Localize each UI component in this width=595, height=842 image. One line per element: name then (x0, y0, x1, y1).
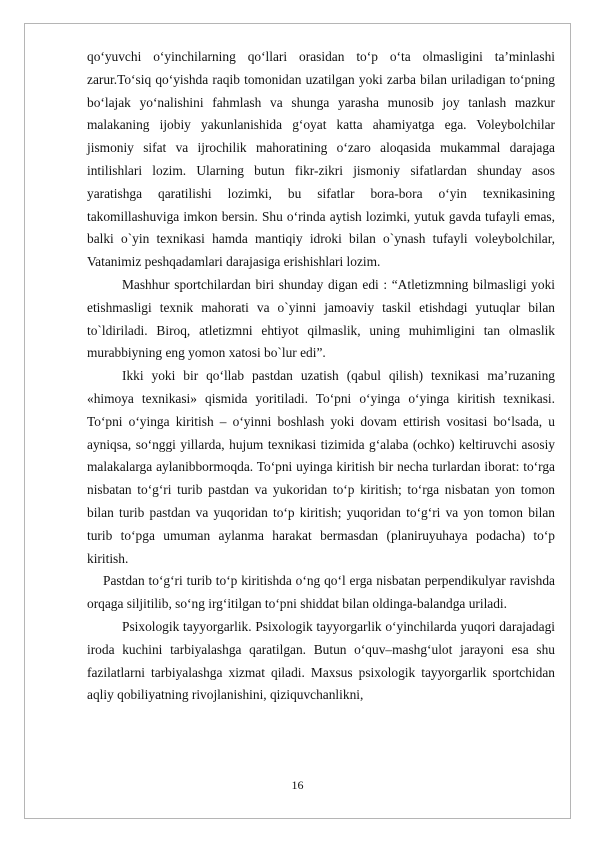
paragraph-quote: Mashhur sportchilardan biri shunday digan edi : “Atletizmning bilmasligi yoki etishmasligi texnik mahorati va o`yinni jamoaviy taskil etishdagi yutuqlar bilan to`ldiriladi. Biroq, atletizmni ehtiyot qilmaslik, uning muhimligini tan olmaslik murabbiyning eng yomon xatosi bo`lur edi”. (87, 276, 555, 361)
paragraph-blocking: qo‘yuvchi o‘yinchilarning qo‘llari orasidan to‘p o‘ta olmasligini ta’minlashi zarur.To‘siq qo‘yishda raqib tomonidan uzatilgan yoki zarba bilan uriladigan to‘pning bo‘lajak yo‘nalishini fahmlash va shunga yarasha munosib joy tanlash mazkur malakaning ijobiy yakunlanishida g‘oyat katta ahamiyatga ega. Voleybolchilar jismoniy sifat va ijrochilik mahoratining o‘zaro aloqasida mukammal darajaga intilishlari lozim. Ularning butun fikr-zikri jismoniy sifatlardan shunday asos yaratishga qaratilishi lozimki, bu sifatlar bora-bora o‘yin texnikasining takomillashuviga imkon bersin. Shu o‘rinda aytish lozimki, yutuk gavda tufayli emas, balki o`yin texnikasi hamda mantiqiy idroki bilan o`ynash tufayli voleybolchilar, Vatanimiz peshqadamlari darajasiga erishishlari lozim. (87, 49, 555, 270)
paragraph-serve-technique: Ikki yoki bir qo‘llab pastdan uzatish (qabul qilish) texnikasi ma’ruzaning «himoya texnikasi» qismida yoritiladi. To‘pni o‘yinga o‘yinga kiritish texnikasi. To‘pni o‘yinga kiritish – o‘yinni boshlash yoki dovam ettirish vositasi bo‘lsada, u ayniqsa, so‘nggi yillarda, hujum texnikasi tizimida g‘alaba (ochko) keltiruvchi asosiy malakalarga aylanibbormoqda. To‘pni uyinga kiritish bir necha turlardan iborat: to‘rga nisbatan to‘g‘ri turib pastdan va yukoridan to‘p kiritish; to‘rga nisbatan yon tomon bilan turib pastdan va yuqoridan to‘p kiritish; yuqoridan to‘g‘ri va yon tomon bilan turib to‘pga umuman aylanma harakat bermasdan (planiruyuhaya podacha) to‘p kiritish. (87, 368, 555, 566)
paragraph-psychological-prep: Psixologik tayyorgarlik. Psixologik tayyorgarlik o‘yinchilarda yuqori darajadagi iroda kuchini tarbiyalashga qaratilgan. Butun o‘quv–mashg‘ulot jarayoni esa shu fazilatlarni tarbiyalashga xizmat qiladi. Maxsus psixologik tayyorgarlik sportchidan aqliy qobiliyatning rivojlanishini, qiziquvchanlikni, (87, 618, 555, 703)
document-body (87, 46, 555, 707)
paragraph-underhand-serve: Pastdan to‘g‘ri turib to‘p kiritishda o‘ng qo‘l erga nisbatan perpendikulyar ravishda orqaga siljitilib, so‘ng irg‘itilgan to‘pni shiddat bilan oldinga-balandga uriladi. (87, 573, 555, 612)
page-number: 16 (291, 778, 304, 792)
